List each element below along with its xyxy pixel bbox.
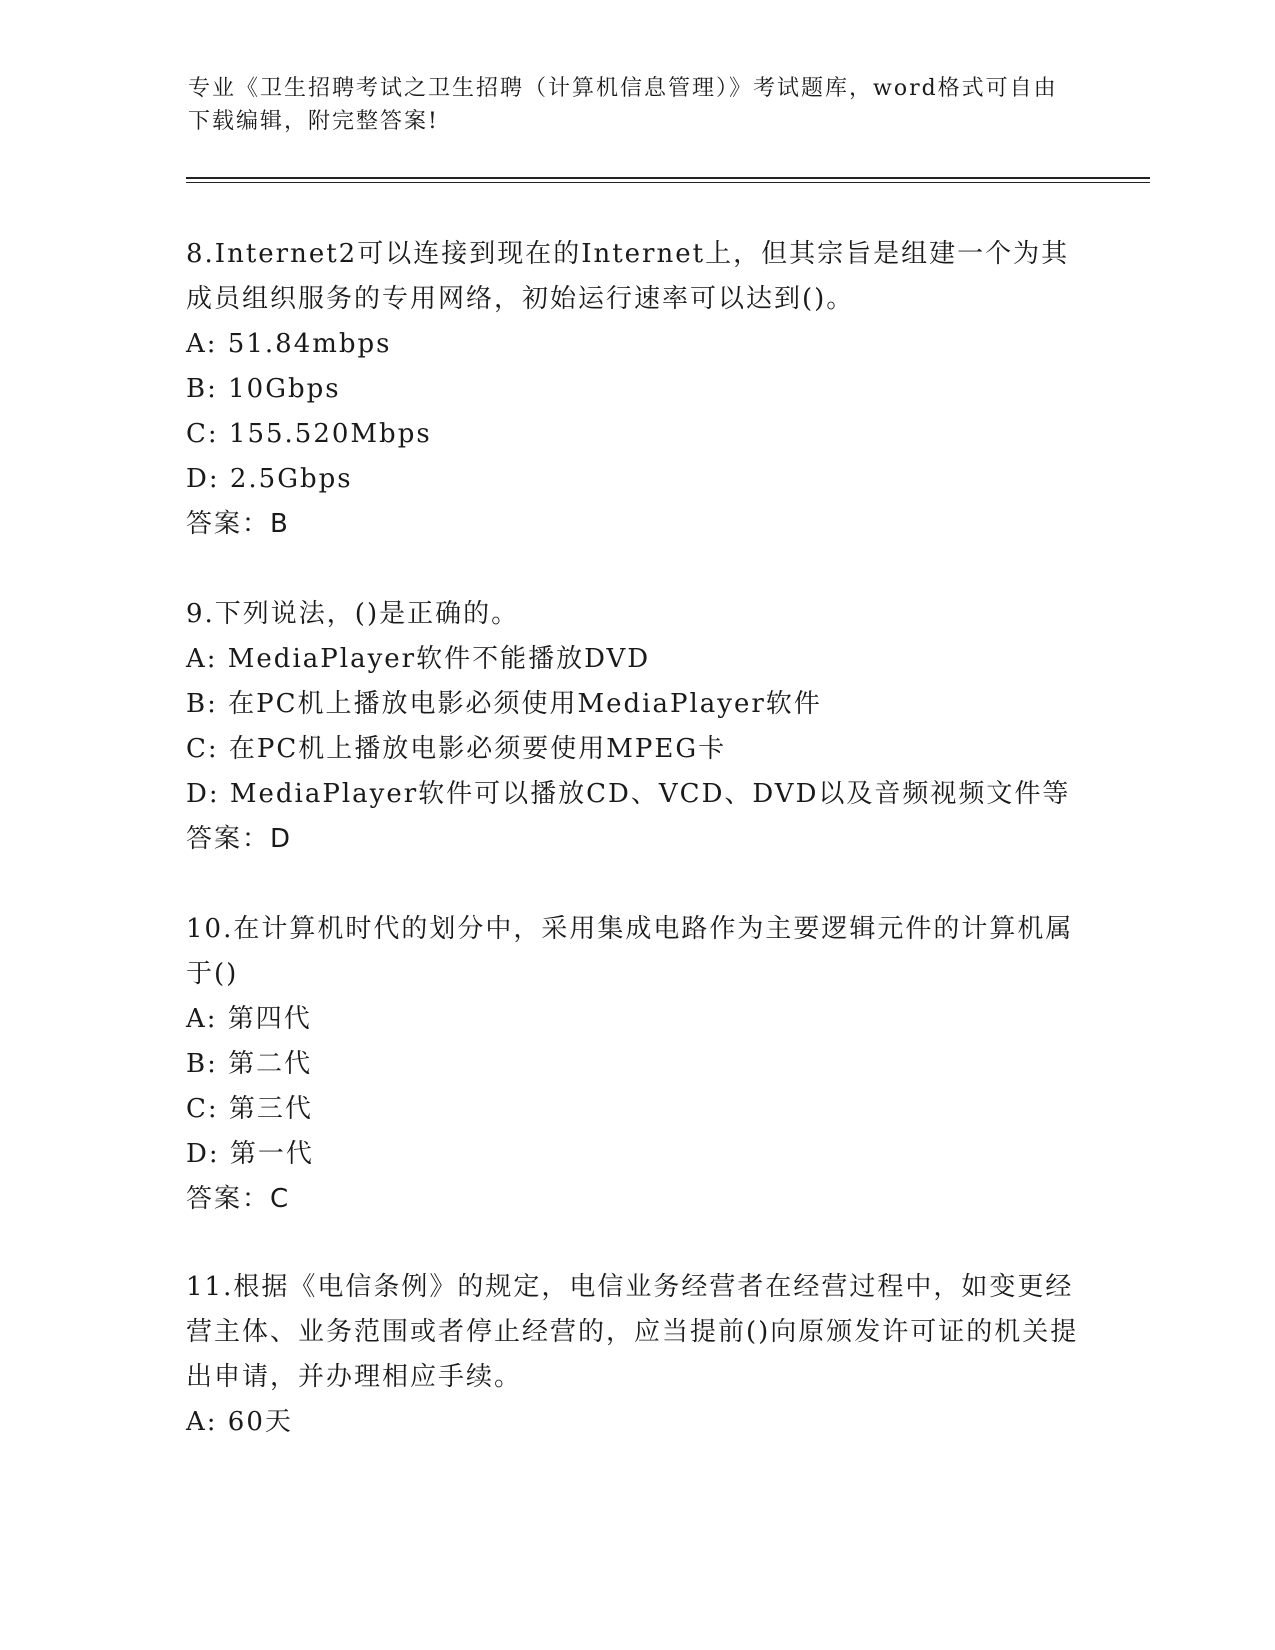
option-d: D: 2.5Gbps	[186, 464, 353, 494]
question-stem: 8.Internet2可以连接到现在的Internet上，但其宗旨是组建一个为其成员组织服务的专用网络，初始运行速率可以达到()。	[186, 239, 1070, 314]
option-b: B: 10Gbps	[186, 374, 341, 404]
option-a: A: 第四代	[186, 1004, 312, 1034]
question-stem: 9.下列说法，()是正确的。	[186, 599, 520, 629]
question-stem: 11.根据《电信条例》的规定，电信业务经营者在经营过程中，如变更经营主体、业务范围或者停止经营的，应当提前()向原颁发许可证的机关提出申请，并办理相应手续。	[186, 1272, 1079, 1392]
option-a: A: 60天	[186, 1407, 293, 1437]
header-divider-thin	[186, 182, 1150, 183]
option-d: D: MediaPlayer软件可以播放CD、VCD、DVD以及音频视频文件等	[186, 779, 1071, 809]
option-a: A: 51.84mbps	[186, 329, 392, 359]
header-divider-thick	[186, 177, 1150, 179]
question-9	[186, 592, 1086, 862]
answer-line: 答案：C	[186, 1184, 291, 1214]
option-d: D: 第一代	[186, 1139, 314, 1169]
option-b: B: 第二代	[186, 1049, 313, 1079]
question-stem: 10.在计算机时代的划分中，采用集成电路作为主要逻辑元件的计算机属于()	[186, 914, 1074, 989]
option-b: B: 在PC机上播放电影必须使用MediaPlayer软件	[186, 689, 822, 719]
question-11	[186, 1265, 1086, 1445]
option-c: C: 第三代	[186, 1094, 313, 1124]
question-10	[186, 907, 1086, 1222]
answer-line: 答案：D	[186, 824, 293, 854]
question-8	[186, 232, 1086, 547]
option-c: C: 155.520Mbps	[186, 419, 432, 449]
document-header: 专业《卫生招聘考试之卫生招聘（计算机信息管理）》考试题库，word格式可自由下载编辑，附完整答案!	[188, 76, 1058, 134]
answer-line: 答案：B	[186, 509, 290, 539]
option-a: A: MediaPlayer软件不能播放DVD	[186, 644, 651, 674]
option-c: C: 在PC机上播放电影必须要使用MPEG卡	[186, 734, 727, 764]
